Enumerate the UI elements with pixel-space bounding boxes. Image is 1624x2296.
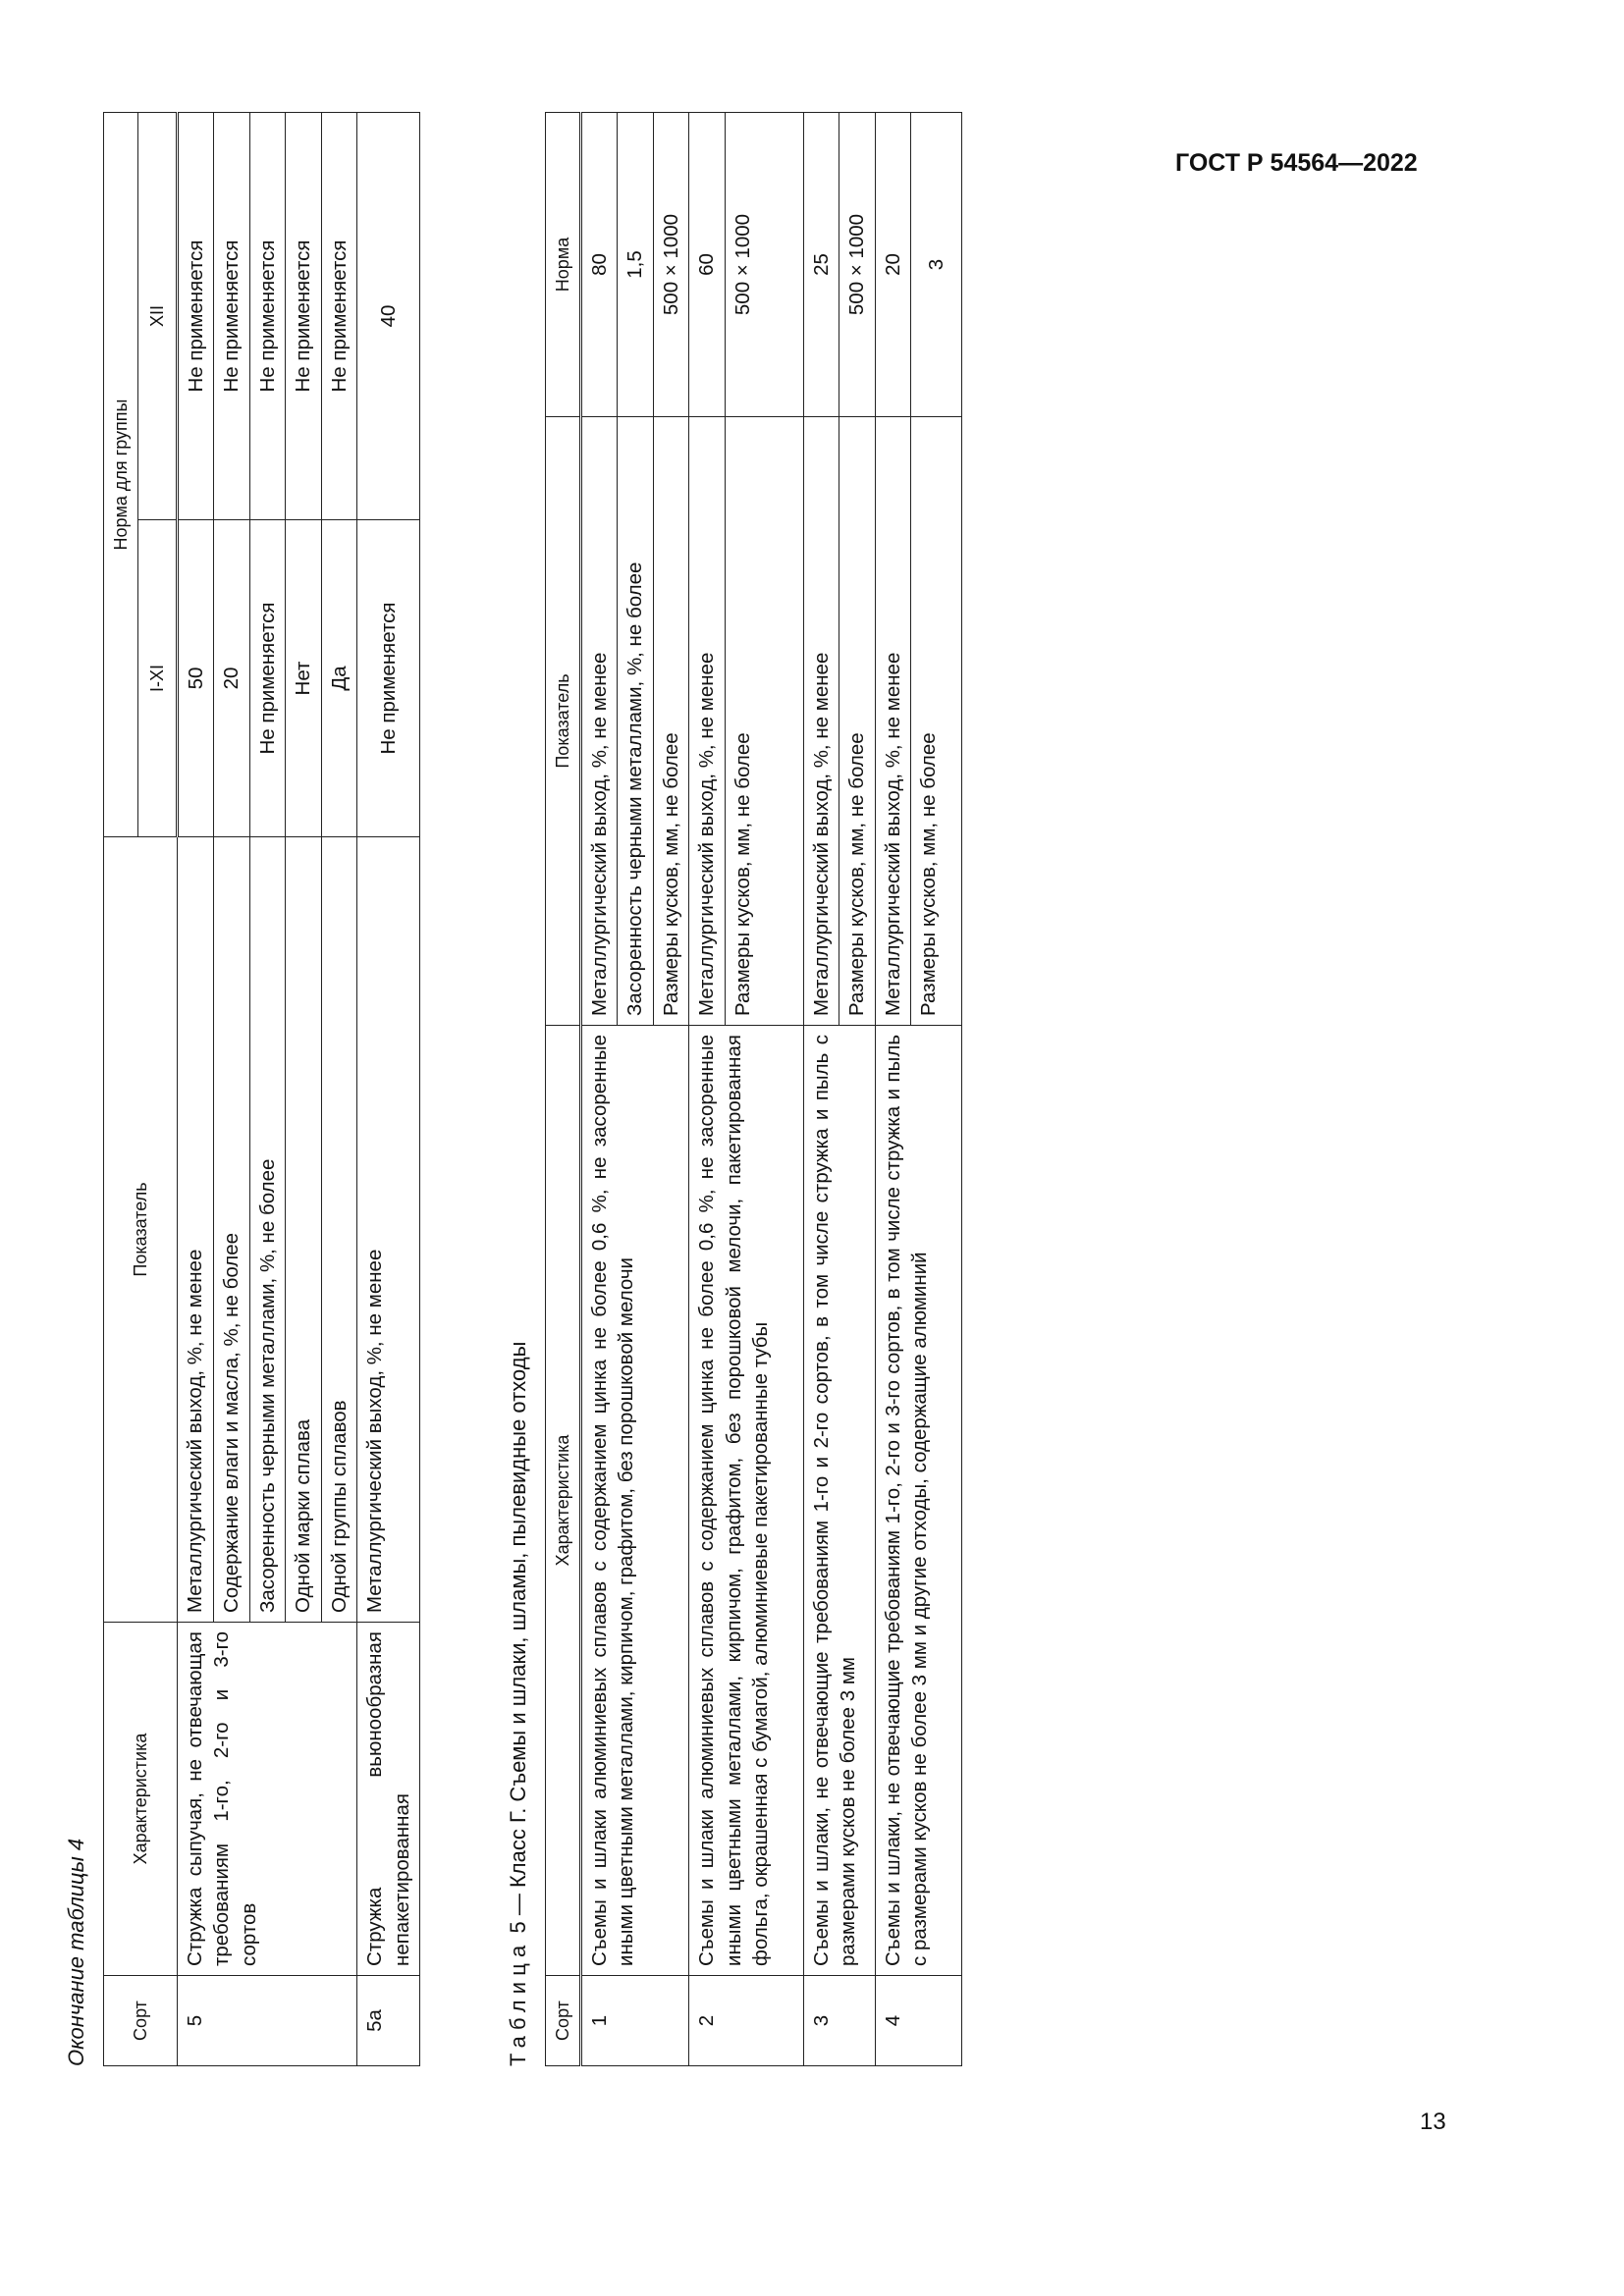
t5-norm: 500 × 1000 <box>839 113 875 417</box>
t5-sort: 2 <box>689 1976 803 2066</box>
t5-indicator: Размеры кусков, мм, не более <box>839 417 875 1026</box>
t4-value-b: Не применяется <box>321 113 356 520</box>
t5-norm: 500 × 1000 <box>725 113 803 417</box>
t5-sort: 1 <box>581 1976 689 2066</box>
t4-characteristic: Стружка вьюнообразная непакетированная <box>357 1623 420 1976</box>
t4-header-group-a: I-XI <box>138 520 178 837</box>
t5-norm: 25 <box>803 113 839 417</box>
t4-indicator: Одной группы сплавов <box>321 837 356 1623</box>
table5-caption-prefix: Таблица <box>506 1939 530 2066</box>
t4-value-a: Нет <box>286 520 321 837</box>
table-row <box>357 113 420 2066</box>
t5-norm: 80 <box>581 113 618 417</box>
t4-value-a: Не применяется <box>249 520 285 837</box>
t4-indicator: Металлургический выход, %, не менее <box>178 837 214 1623</box>
t4-header-group-b: XII <box>138 113 178 520</box>
t5-header-sort: Сорт <box>546 1976 581 2066</box>
t5-indicator: Размеры кусков, мм, не более <box>911 417 962 1026</box>
page-number: 13 <box>1420 2109 1446 2135</box>
t5-norm: 20 <box>875 113 910 417</box>
t4-value-b: Не применяется <box>286 113 321 520</box>
t4-indicator: Содержание влаги и масла, %, не более <box>214 837 249 1623</box>
table-row <box>875 113 910 2066</box>
t4-value-a: 50 <box>178 520 214 837</box>
t5-characteristic: Съемы и шлаки алюминиевых сплавов с содержанием цинка не более 0,6 %, не засоренные иными цветными металлами, кирпичом, графитом, без порошковой мелочи <box>581 1026 689 1976</box>
table5-caption-text: 5 — Класс Г. Съемы и шлаки, шламы, пылевидные отходы <box>506 1341 530 1934</box>
table4-caption: Окончание таблицы 4 <box>64 1838 88 2066</box>
t4-sort: 5 <box>178 1976 357 2066</box>
t5-characteristic: Съемы и шлаки, не отвечающие требованиям 1-го и 2-го сортов, в том числе стружка и пыль с размерами кусков не более 3 мм <box>803 1026 875 1976</box>
t5-indicator: Засоренность черными металлами, %, не более <box>618 417 653 1026</box>
t5-norm: 3 <box>911 113 962 417</box>
table5 <box>545 112 962 2066</box>
t4-indicator: Одной марки сплава <box>286 837 321 1623</box>
t4-value-b: Не применяется <box>214 113 249 520</box>
t5-indicator: Размеры кусков, мм, не более <box>725 417 803 1026</box>
table-row <box>178 113 214 2066</box>
t5-header-norm: Норма <box>546 113 581 417</box>
table-row <box>803 113 839 2066</box>
t4-indicator: Засоренность черными металлами, %, не более <box>249 837 285 1623</box>
t5-indicator: Металлургический выход, %, не менее <box>689 417 725 1026</box>
t4-characteristic: Стружка сыпучая, не отвечающая требованиям 1-го, 2-го и 3-го сортов <box>178 1623 357 1976</box>
t4-header-indicator: Показатель <box>104 837 178 1623</box>
t5-characteristic: Съемы и шлаки, не отвечающие требованиям 1-го, 2-го и 3-го сортов, в том числе стружка и пыль с размерами кусков не более 3 мм и другие отходы, содержащие алюминий <box>875 1026 961 1976</box>
t5-header-indicator: Показатель <box>546 417 581 1026</box>
t5-sort: 3 <box>803 1976 875 2066</box>
t5-norm: 500 × 1000 <box>653 113 688 417</box>
t4-value-b: Не применяется <box>178 113 214 520</box>
t4-value-a: Да <box>321 520 356 837</box>
t4-sort: 5а <box>357 1976 420 2066</box>
table-row <box>581 113 618 2066</box>
table4 <box>103 112 420 2066</box>
t4-value-a: Не применяется <box>357 520 420 837</box>
t5-indicator: Металлургический выход, %, не менее <box>875 417 910 1026</box>
document-code: ГОСТ Р 54564—2022 <box>1175 149 1418 177</box>
t4-header-sort: Сорт <box>104 1976 178 2066</box>
table5-caption <box>506 1342 531 2066</box>
t4-value-b: 40 <box>357 113 420 520</box>
table-row <box>689 113 725 2066</box>
t5-indicator: Металлургический выход, %, не менее <box>581 417 618 1026</box>
t5-norm: 1,5 <box>618 113 653 417</box>
t4-header-norm-group: Норма для группы <box>104 113 138 837</box>
t4-value-a: 20 <box>214 520 249 837</box>
t5-characteristic: Съемы и шлаки алюминиевых сплавов с содержанием цинка не более 0,6 %, не засоренные иными цветными металлами, кирпичом, графитом, без порошковой мелочи, пакетированная фольга, окрашенная с бумагой, алюминиевые пакетированные тубы <box>689 1026 803 1976</box>
t4-header-characteristic: Характеристика <box>104 1623 178 1976</box>
t5-indicator: Размеры кусков, мм, не более <box>653 417 688 1026</box>
t5-indicator: Металлургический выход, %, не менее <box>803 417 839 1026</box>
rotated-content <box>64 54 1232 2066</box>
t5-sort: 4 <box>875 1976 961 2066</box>
t5-header-characteristic: Характеристика <box>546 1026 581 1976</box>
t4-value-b: Не применяется <box>249 113 285 520</box>
t4-indicator: Металлургический выход, %, не менее <box>357 837 420 1623</box>
t5-norm: 60 <box>689 113 725 417</box>
